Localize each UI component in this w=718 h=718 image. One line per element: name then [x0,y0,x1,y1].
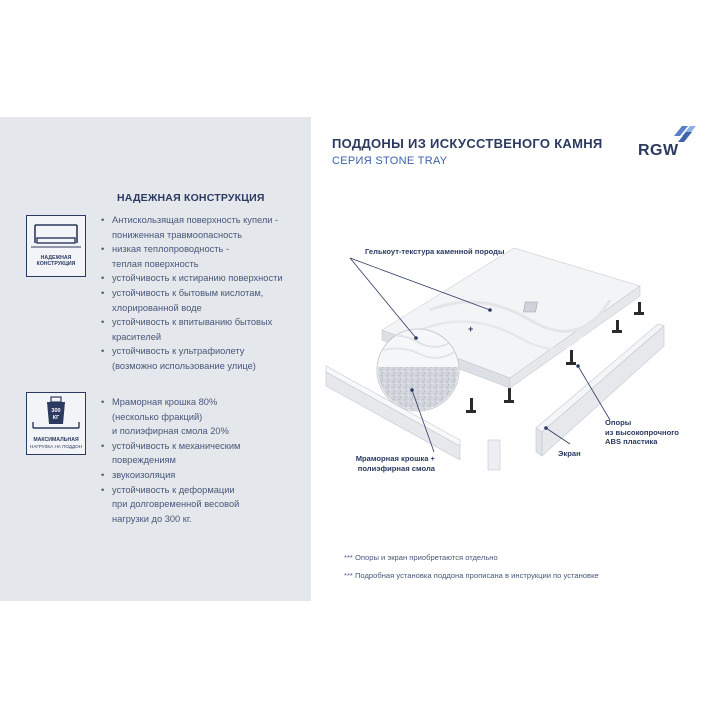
zoom-plus-icon: + [468,324,474,334]
list-item: теплая поверхность [112,258,199,269]
list-item: • Мраморная крошка 80% [100,395,315,410]
footnote: *** Подробная установка поддона прописана в инструкции по установке [344,571,599,580]
callout-line: Опоры [605,418,632,427]
drain-grate [524,302,538,312]
callout-screen: Экран [558,449,581,458]
list-item: повреждениям [112,455,176,466]
list-item: • Антискользящая поверхность купели - [100,213,315,228]
list-item: • устойчивость к деформации [100,483,315,498]
list-item: красителей [112,331,162,342]
footnote: *** Опоры и экран приобретаются отдельно [344,553,498,562]
list-item: нагрузки до 300 кг. [112,513,192,524]
shower-tray-illustration [320,230,718,490]
list-item: при долговременной весовой [112,499,240,510]
weight-value: 300 [51,408,61,414]
weight-unit: КГ [52,415,60,421]
page-title: ПОДДОНЫ ИЗ ИСКУССТВЕНОГО КАМНЯ [332,136,603,151]
weight-icon [27,394,85,436]
callout-line: из высокопрочного [605,427,679,437]
max-load-icon [26,392,86,455]
logo-mark-icon [638,122,698,144]
list-item: • звукоизоляция [100,468,315,483]
logo-text: RGW [638,142,679,159]
reliable-construction-icon [26,215,86,277]
callout-gelcoat: Гелькоут-текстура каменной породы [365,247,505,256]
icon-caption-line: КОНСТРУКЦИЯ [36,260,76,267]
callout-supports [605,418,705,447]
shelf-icon [27,219,85,259]
list-item: • устойчивость к истиранию поверхности [100,271,315,286]
material-feature-list [100,395,315,526]
list-item: (несколько фракций) [112,411,203,422]
list-item: • устойчивость к бытовым кислотам, [100,286,315,301]
list-item: • устойчивость к механическим [100,439,315,454]
list-item: пониженная травмоопасность [112,229,243,240]
list-item: и полиэфирная смола 20% [112,426,229,437]
icon-caption [27,438,85,450]
callout-line: полиэфирная смола [357,463,435,473]
callout-line: Мраморная крошка + [355,454,435,463]
list-item: • устойчивость к впитыванию бытовых [100,315,315,330]
list-item: (возможно использование улице) [112,360,256,371]
list-item: • устойчивость к ультрафиолету [100,344,315,359]
section-title: НАДЕЖНАЯ КОНСТРУКЦИЯ [117,192,265,204]
list-item: • низкая теплопроводность - [100,242,315,257]
rgw-logo [638,122,698,162]
construction-feature-list [100,213,315,374]
icon-caption-line: НАДЕЖНАЯ [40,255,72,261]
callout-line: ABS пластика [605,437,658,446]
icon-caption-line: МАКСИМАЛЬНАЯ [33,437,79,443]
callout-marble [317,454,435,473]
series-subtitle: СЕРИЯ STONE TRAY [332,155,448,167]
icon-caption-line: НАГРУЗКА НА ПОДДОН [30,443,82,449]
list-item: хлорированной воде [112,302,202,313]
icon-caption [27,256,85,268]
